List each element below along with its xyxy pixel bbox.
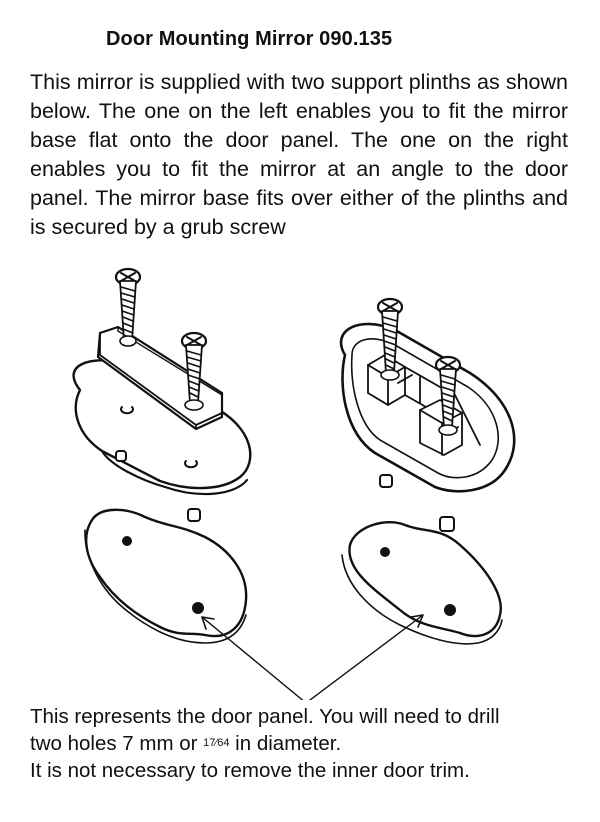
intro-paragraph: This mirror is supplied with two support plinths as shown below. The one on the left enables you to fit the mirror base flat onto the door panel. The one on the right enables you to fit the mirror at an angle to the door panel. The mirror base fits over either of the plinths and is secured by a grub screw bbox=[30, 70, 568, 239]
caption-line-2-end: in diameter. bbox=[229, 732, 342, 755]
flat-plinth-stud-1 bbox=[116, 451, 126, 461]
caption-line-1: This represents the door panel. You will need to drill bbox=[30, 705, 500, 728]
caption-line-2-start: two holes 7 mm or bbox=[30, 732, 204, 755]
flat-plinth bbox=[74, 269, 251, 521]
caption-line-2 bbox=[30, 730, 590, 757]
caption-fraction: 17⁄64 bbox=[203, 737, 230, 749]
page-title: Door Mounting Mirror 090.135 bbox=[106, 28, 393, 50]
angled-plinth-stud-2 bbox=[440, 517, 454, 531]
door-panel-left-hole-2 bbox=[192, 602, 204, 614]
plinth-illustration bbox=[0, 255, 600, 700]
angled-plinth bbox=[341, 299, 514, 531]
door-panel-right-hole-1 bbox=[380, 547, 390, 557]
caption-text bbox=[30, 703, 590, 784]
door-panel-right-hole-2 bbox=[444, 604, 456, 616]
door-panel-left-hole-1 bbox=[122, 536, 132, 546]
angled-plinth-stud-1 bbox=[380, 475, 392, 487]
plinth-diagram-svg bbox=[0, 255, 600, 700]
flat-plinth-stud-2 bbox=[188, 509, 200, 521]
door-panel-right bbox=[342, 522, 502, 644]
arrow-to-left-hole bbox=[202, 617, 306, 700]
caption-line-3: It is not necessary to remove the inner door trim. bbox=[30, 759, 470, 782]
door-panel-left bbox=[85, 510, 246, 643]
arrow-to-right-hole bbox=[306, 615, 423, 700]
